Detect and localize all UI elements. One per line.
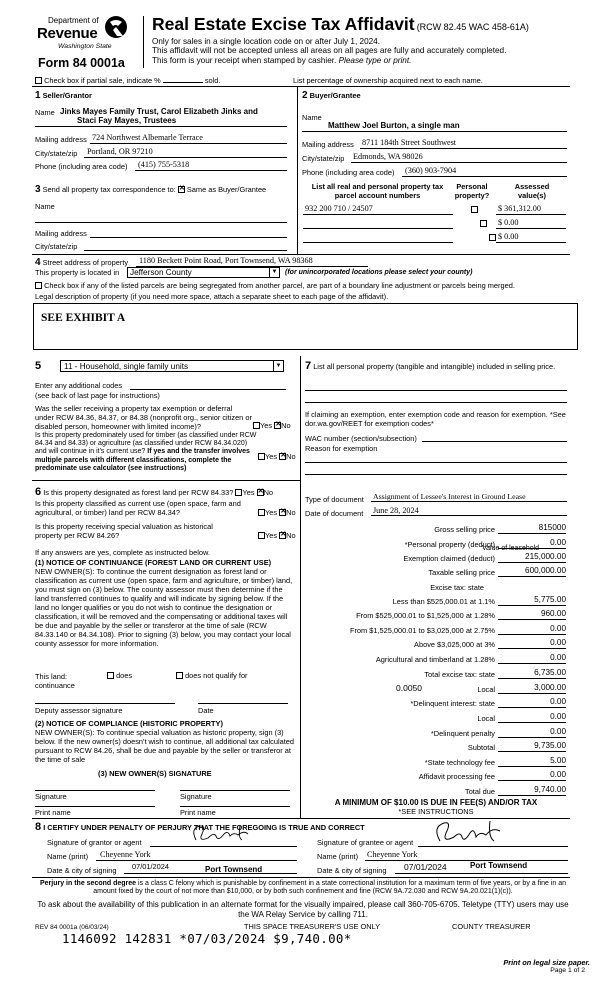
page-number: Page 1 of 2 [550,967,585,974]
section-3-header: 3 Send all property tax correspondence to: ✕ Same as Buyer/Grantee [35,184,266,196]
partial-sale-row [35,76,220,85]
buyer-city-value[interactable]: Edmonds, WA 98026 [353,152,423,161]
tax-total-state-value[interactable]: 6,735.00 [498,668,566,679]
s3-city-label: City/state/zip [35,242,78,251]
tax-penalty-value[interactable]: 0.00 [498,727,566,738]
owner-signature-2: Signature [180,792,212,801]
additional-codes-note: (see back of last page for instructions) [35,391,160,400]
form-number: Form 84 0001a [38,56,125,70]
tax-tier-1-label: Less than $525,000.01 at 1.1% [392,597,495,606]
tax-state-label: Excise tax: state [430,583,484,592]
owner-print-1: Print name [35,808,71,817]
reason-label: Reason for exemption [305,444,378,453]
form-title: Real Estate Excise Tax Affidavit [152,14,415,34]
doc-type-label: Type of document [305,495,364,504]
tax-tier-3-value[interactable]: 0.00 [498,624,566,635]
grantee-date-label: Date & city of signing [317,866,387,875]
agency-line1: Department of [48,16,99,25]
grantee-signature-label: Signature of grantee or agent [317,838,414,847]
seller-name-value[interactable]: Jinks Mayes Family Trust, Carol Elizabeth Jinks and [60,107,258,116]
tax-tier-2-label: From $525,000.01 to $1,525,000 at 1.28% [356,611,495,620]
header-note-1: Only for sales in a single location code on or after July 1, 2024. [152,37,381,46]
assessed-value-2[interactable]: $ 0.00 [498,218,519,227]
seller-name-value-2[interactable]: Staci Fay Mayes, Trustees [77,116,177,125]
assessed-value-3[interactable]: $ 0.00 [498,232,519,241]
s5-q1: Was the seller receiving a property tax exemption or deferral under RCW 84.36, 84.37, or 84.38 (nonprofit org., senior citizen or disabled person, homeowner with limited income)? [35,404,252,432]
grantor-city-value[interactable]: Port Townsend [205,865,263,874]
tax-tech-fee-label: *State technology fee [424,758,495,767]
landuse-select-value: 11 - Household, single family units [64,362,189,371]
tax-total-state-label: Total excise tax: state [424,670,495,679]
tax-affidavit-fee-value[interactable]: 0.00 [498,770,566,781]
partial-sale-label: Check box if partial sale, indicate % [44,76,161,85]
s6-if-yes: If any answers are yes, complete as instructed below. [35,548,210,557]
chevron-down-icon[interactable]: ▼ [269,268,279,277]
personal-property-checkbox-3[interactable] [489,234,496,241]
property-located-label: This property is located in [35,268,120,277]
tax-interest-local-value[interactable]: 0.00 [498,712,566,723]
grantor-name-label: Name (print) [47,852,89,861]
partial-sale-checkbox[interactable] [35,77,42,84]
form-title-row [152,14,529,35]
buyer-name-label: Name [302,113,322,122]
s3-name-label: Name [35,202,55,211]
minimum-notice: A MINIMUM OF $10.00 IS DUE IN FEE(S) AND/OR TAX [334,798,538,807]
seller-name-label: Name [35,108,55,117]
land-label: This land: [35,672,68,681]
tax-tier-3-label: From $1,525,000.01 to $3,025,000 at 2.75% [349,626,495,635]
assessed-value-1[interactable]: $ 361,312.00 [498,204,541,213]
tax-tier-4-label: Above $3,025,000 at 3% [414,640,495,649]
segregated-row: Check box if any of the listed parcels are being segregated from another parcel, are part of a boundary line adjustment or parcels being merged. [35,281,515,290]
tax-penalty-label: *Delinquent penalty [430,729,495,738]
land-does-not: does not qualify for [176,671,248,680]
chevron-down-icon[interactable]: ▼ [273,361,283,371]
tax-tier-1-value[interactable]: 5,775.00 [498,595,566,606]
account-row-1[interactable]: 932 200 710 / 24507 [305,204,373,213]
tax-tier-5-value[interactable]: 0.00 [498,653,566,664]
personal-property-checkbox-2[interactable] [480,220,487,227]
grantor-date-label: Date & city of signing [47,866,117,875]
legal-size-note: Print on legal size paper. [503,958,590,967]
see-instructions: *SEE INSTRUCTIONS [398,807,474,816]
tax-gross-label: Gross selling price [434,525,495,534]
tax-gross-value[interactable]: 815000 [498,523,566,534]
doc-type-value[interactable]: Assignment of Lessee's Interest in Ground Lease [373,492,526,501]
section-5-num: 5 [35,360,42,372]
agency-line2: Revenue [37,25,98,42]
continuance-label: continuance [35,681,75,690]
form-rcw: (RCW 82.45 WAC 458-61A) [416,22,529,32]
s5-q2-no[interactable] [279,453,286,460]
owner-signature-1: Signature [35,792,67,801]
s6-q3-yes[interactable] [258,532,265,539]
tax-local-label: Local [477,685,495,694]
notice-1-title: (1) NOTICE OF CONTINUANCE (FOREST LAND OR CURRENT USE) [35,558,272,567]
tax-total-due-value[interactable]: 9,740.00 [498,785,566,796]
exemption-text: If claiming an exemption, enter exemption code and reason for exemption. *See dor.wa.gov/REET for exemption codes* [305,410,566,429]
deputy-date-label: Date [198,706,214,715]
grantor-signature-label: Signature of grantor or agent [47,838,142,847]
tax-interest-state-value[interactable]: 0.00 [498,697,566,708]
cashier-stamp: 1146092 142831 *07/03/2024 $9,740.00* [62,931,352,946]
notice-3-title: (3) NEW OWNER(S) SIGNATURE [98,769,212,778]
perjury-notice: Perjury in the second degree is a class C felony which is punishable by confinement in a state correctional institution for a maximum term of five years, or by a fine in an amount fixed by the court of not more than $10,000, or by both such confinement and fine (RCW 9A.72.030 and RCW 9A.20.021(1)(c)). [39,880,567,896]
tax-tier-2-value[interactable]: 960.00 [498,609,566,620]
owner-print-2: Print name [180,808,216,817]
s5-q2: Is this property predominately used for timber (as classified under RCW 84.34 and 84.33) or agriculture (as classified under RCW 84.34.020) and will continue in it's current use? If yes and the transfer involves multiple parcels with different classifications, complete the predominate use calculator (see instructions) [35,432,257,472]
tax-taxable-value[interactable]: 600,000.00 [498,566,566,577]
section-4-street: 4 Street address of property [35,257,129,268]
grantor-signature [188,820,258,848]
personal-property-checkbox-1[interactable] [471,206,478,213]
seller-phone-value[interactable]: (415) 755-5318 [138,160,190,169]
county-select[interactable] [127,267,280,278]
tax-subtotal-value[interactable]: 9,735.00 [498,741,566,752]
deputy-signature-label: Deputy assessor signature [35,706,123,715]
section-7: 7 List all personal property (tangible and intangible) included in selling price. [305,360,556,372]
legal-description-box[interactable] [33,303,578,350]
notice-1-text: NEW OWNER(S): To continue the current designation as forest land or classification as current use (open space, farm and agriculture, or timber) land, you must sign on (3) below. The county assessor must then determine if the land transferred continues to qualify and will indicate by signing below. If the land no longer qualifies or you do not wish to continue the designation or classification, it will be removed and the compensating or additional taxes will be due and payable by the seller or transferor at the time of sale (RCW 84.33.140 or 84.34.108). Prior to signing (3) below, you may contact your local county assessor for more information. [35,567,293,649]
notice-2-title: (2) NOTICE OF COMPLIANCE (HISTORIC PROPERTY) [35,719,223,728]
accounts-head-1: List all real and personal property tax parcel account numbers [311,182,444,201]
exemption-note: Value of leasehold [482,545,540,552]
grantee-date-value[interactable]: 07/01/2024 [404,862,447,872]
grantee-name-value[interactable]: Cheyenne York [367,850,418,859]
partial-sale-suffix: sold. [204,76,221,85]
buyer-mailing-label: Mailing address [302,140,354,149]
buyer-mailing-value[interactable]: 8711 184th Street Southwest [362,138,457,147]
tax-interest-state-label: *Delinquent interest: state [410,699,495,708]
doc-date-label: Date of document [305,509,364,518]
header-note-3: This form is your receipt when stamped by cashier. Please type or print. [152,55,412,65]
s6-q1-yes[interactable] [235,489,242,496]
tax-personal-label: *Personal property (deduct) [404,540,495,549]
grantee-name-label: Name (print) [317,852,359,861]
treasurer-use-label: THIS SPACE TREASURER'S USE ONLY [244,922,381,931]
seller-mailing-value[interactable]: 724 Northwest Albemarle Terrace [92,133,203,142]
segregated-checkbox[interactable] [35,282,42,289]
buyer-phone-value[interactable]: (360) 903-7904 [405,166,457,175]
county-select-value: Jefferson County [130,268,192,277]
tax-exemption-label: Exemption claimed (deduct) [403,554,495,563]
alternate-format-notice: To ask about the availability of this publication in an alternate format for the visually impaired, please call 360-705-6705. Teletype (TTY) users may use the WA Relay Service by calling 711. [37,900,569,919]
s6-q3-no[interactable] [279,532,286,539]
seller-mailing-label: Mailing address [35,135,87,144]
s6-q2: Is this property classified as current use (open space, farm and agricultural, or timber) land per RCW 84.34? [35,499,241,518]
s5-q1-answers: Yes ✕ No [253,421,291,430]
s5-q1-yes[interactable] [253,422,260,429]
tax-affidavit-fee-label: Affidavit processing fee [418,772,495,781]
legal-description-value: SEE EXHIBIT A [41,312,126,324]
grantee-signature [430,817,510,849]
land-does-not-checkbox[interactable] [176,672,183,679]
s6-q3-answers: Yes ✕ No [258,531,296,540]
buyer-name-value[interactable]: Matthew Joel Burton, a single man [328,121,460,130]
seller-city-label: City/state/zip [35,149,78,158]
s5-q2-answers: Yes ✕ No [258,452,296,461]
tax-taxable-label: Taxable selling price [428,568,495,577]
tax-local-value[interactable]: 3,000.00 [498,683,566,694]
local-rate: 0.0050 [396,683,422,693]
tax-total-due-label: Total due [465,787,495,796]
tax-interest-local-label: Local [477,714,495,723]
additional-codes-label: Enter any additional codes [35,381,123,390]
section-1-header: 1 Seller/Grantor [35,90,92,101]
rev-number: REV 84 0001a (06/03/24) [35,924,109,931]
same-as-buyer-checkbox[interactable] [178,186,185,193]
s6-q2-answers: Yes ✕ No [258,508,296,517]
grantor-name-value[interactable]: Cheyenne York [100,850,151,859]
s6-q2-no[interactable] [279,509,286,516]
land-does: does [107,671,132,680]
s6-q1: 6 Is this property designated as forest land per RCW 84.33? Yes ✕ No [35,486,273,499]
property-street-value[interactable]: 1180 Beckett Point Road, Port Townsend, WA 98368 [139,256,313,265]
grantee-city-value[interactable]: Port Townsend [470,861,528,870]
ownership-note: List percentage of ownership acquired next to each name. [293,76,483,85]
s5-q2-yes[interactable] [258,453,265,460]
notice-2-text: NEW OWNER(S): To continue special valuation as historic property, sign (3) below. If the new owner(s) doesn't wish to continue, all additional tax calculated pursuant to RCW 84.26, shall be due and payable by the seller or transferor at the time of sale [35,728,295,765]
s6-q1-no[interactable] [257,489,264,496]
buyer-phone-label: Phone (including area code) [302,168,395,177]
s6-q2-yes[interactable] [258,509,265,516]
wac-label: WAC number (section/subsection) [305,434,417,443]
section-8-certify: 8 I CERTIFY UNDER PENALTY OF PERJURY THAT THE FOREGOING IS TRUE AND CORRECT [35,821,365,833]
tax-personal-value[interactable]: 0.00 [498,538,566,549]
header-notes [152,37,506,65]
section-2-header: 2 Buyer/Grantee [302,90,361,101]
accounts-head-2: Personal property? [454,182,490,201]
tax-subtotal-label: Subtotal [467,743,495,752]
s6-q3: Is this property receiving special valuation as historical property per RCW 84.26? [35,522,213,541]
dor-emblem-icon [104,14,128,40]
s3-mailing-label: Mailing address [35,229,87,238]
tax-exemption-value[interactable]: 215,000.00 [498,552,566,563]
county-note: (for unincorporated locations please select your county) [285,269,473,276]
landuse-select[interactable] [60,360,284,372]
tax-tier-5-label: Agricultural and timberland at 1.28% [375,655,495,664]
doc-date-value[interactable]: June 28, 2024 [373,506,419,515]
county-treasurer-label: COUNTY TREASURER [452,922,531,931]
accounts-head-3: Assessed value(s) [514,182,550,201]
buyer-city-label: City/state/zip [302,154,345,163]
tax-tier-4-value[interactable]: 0.00 [498,638,566,649]
legal-description-label: Legal description of property (if you need more space, attach a separate sheet to each page of the affidavit). [35,292,389,301]
s5-q1-no[interactable] [274,422,281,429]
land-does-checkbox[interactable] [107,672,114,679]
header-note-2: This affidavit will not be accepted unless all areas on all pages are fully and accurately completed. [152,46,507,56]
agency-line3: Washington State [58,43,112,50]
seller-phone-label: Phone (including area code) [35,162,128,171]
grantor-date-value[interactable]: 07/01/2024 [132,862,169,871]
dor-logo [37,12,130,56]
tax-tech-fee-value[interactable]: 5.00 [498,756,566,767]
seller-city-value[interactable]: Portland, OR 97210 [87,147,153,156]
